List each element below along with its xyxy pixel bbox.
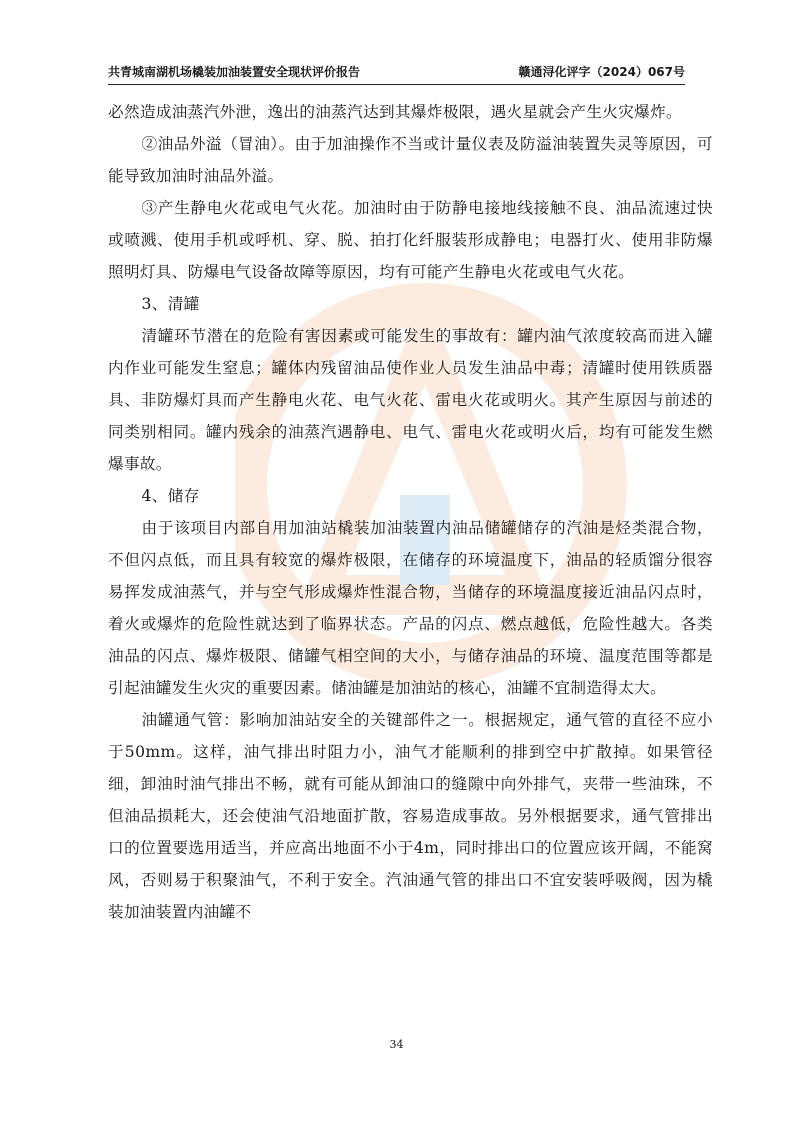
- section-heading: 3、清罐: [141, 295, 200, 313]
- report-number: 赣通浔化评字（2024）067号: [518, 65, 685, 79]
- paragraph: 由于该项目内部自用加油站橇装加油装置内油品储罐储存的汽油是烃类混合物，不但闪点低，而且具有较宽的爆炸极限，在储存的环境温度下，油品的轻质馏分很容易挥发成油蒸气，并与空气形成爆炸性混合物，当储存的环境温度接近油品闪点时，着火或爆炸的危险性就达到了临界状态。产品的闪点、燃点越低，危险性越大。各类油品的闪点、爆炸极限、储罐气相空间的大小，与储存油品的环境、温度范围等都是引起油罐发生火灾的重要因素。储油罐是加油站的核心，油罐不宜制造得太大。: [108, 519, 713, 697]
- paragraph: 清罐环节潜在的危险有害因素或可能发生的事故有：罐内油气浓度较高而进入罐内作业可能发生窒息；罐体内残留油品使作业人员发生油品中毒；清罐时使用铁质器具、非防爆灯具而产生静电火花、电气火花、雷电火花或明火。其产生原因与前述的同类别相同。罐内残余的油蒸汽遇静电、电气、雷电火花或明火后，均有可能发生燃爆事故。: [108, 327, 713, 473]
- paragraph: 必然造成油蒸汽外泄，逸出的油蒸汽达到其爆炸极限，遇火星就会产生火灾爆炸。: [108, 103, 682, 121]
- paragraph: ③产生静电火花或电气火花。加油时由于防静电接地线接触不良、油品流速过快或喷溅、使用手机或呼机、穿、脱、拍打化纤服装形成静电；电器打火、使用非防爆照明灯具、防爆电气设备故障等原因，均有可能产生静电火花或电气火花。: [108, 199, 713, 281]
- report-title: 共青城南湖机场橇装加油装置安全现状评价报告: [108, 65, 361, 79]
- page-number: 34: [389, 1038, 404, 1051]
- page-header: [108, 62, 685, 85]
- document-body: [108, 96, 713, 928]
- paragraph: ②油品外溢（冒油）。由于加油操作不当或计量仪表及防溢油装置失灵等原因，可能导致加油时油品外溢。: [108, 135, 713, 185]
- paragraph: 油罐通气管：影响加油站安全的关键部件之一。根据规定，通气管的直径不应小于50mm。这样，油气排出时阻力小，油气才能顺利的排到空中扩散掉。如果管径细，卸油时油气排出不畅，就有可能从卸油口的缝隙中向外排气，夹带一些油珠，不但油品损耗大，还会使油气沿地面扩散，容易造成事故。另外根据要求，通气管排出口的位置要选用适当，并应高出地面不小于4m，同时排出口的位置应该开阔，不能窝风，否则易于积聚油气，不利于安全。汽油通气管的排出口不宜安装呼吸阀，因为橇装加油装置内油罐不: [108, 711, 713, 921]
- section-heading: 4、储存: [141, 487, 200, 505]
